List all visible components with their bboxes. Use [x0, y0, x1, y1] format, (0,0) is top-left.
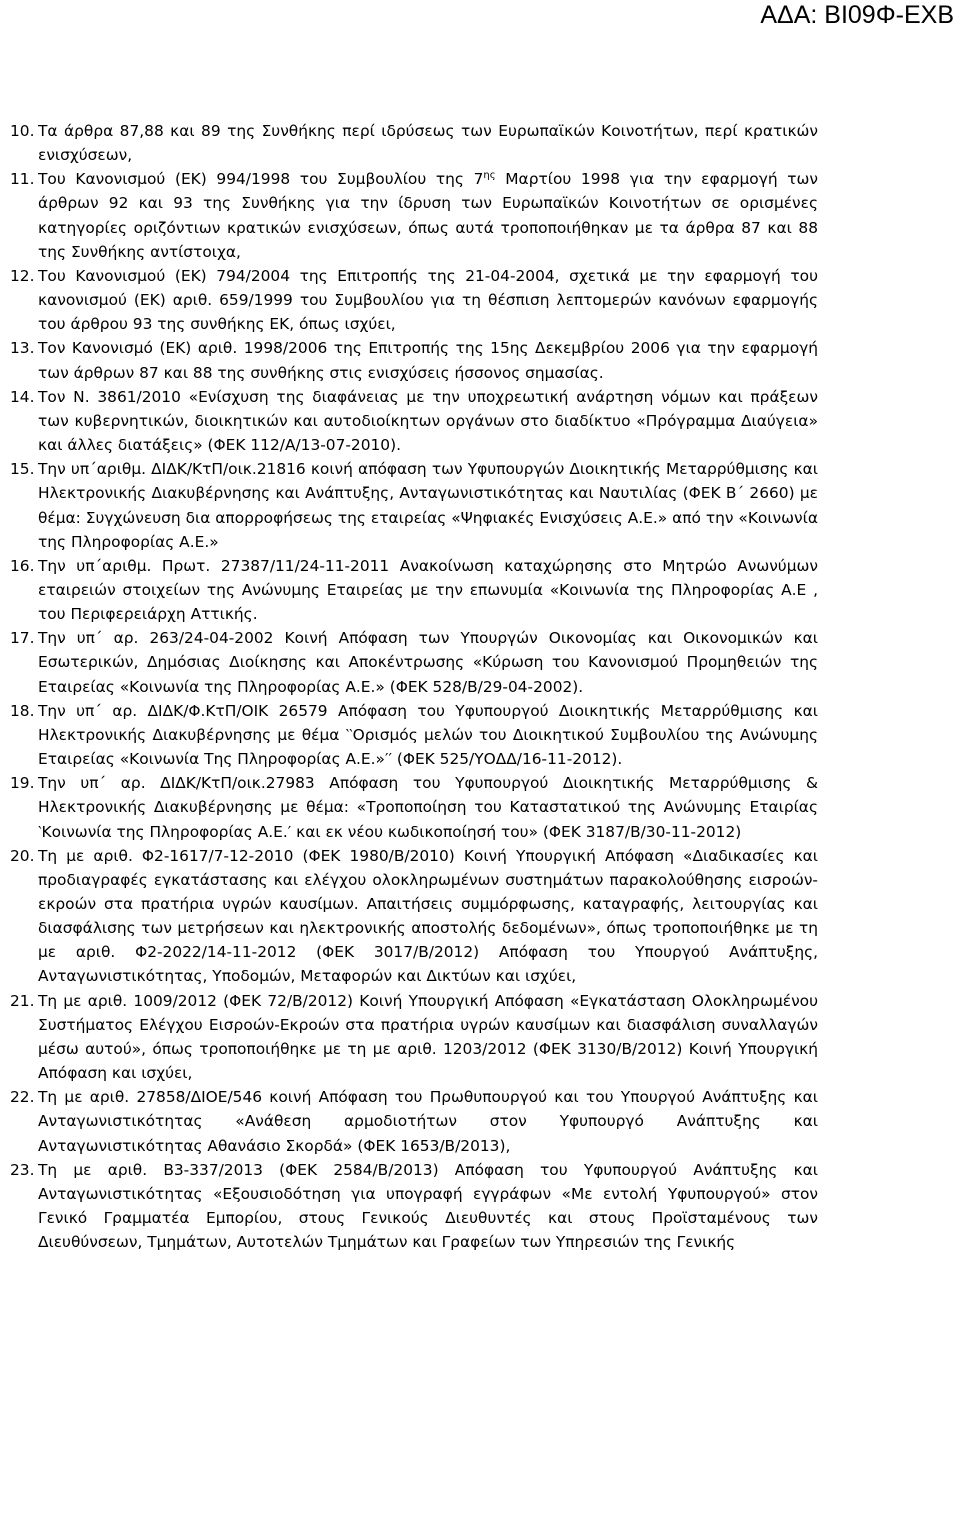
- item-number: 18.: [10, 701, 35, 720]
- item-text: Τη με αριθ. Β3-337/2013 (ΦΕΚ 2584/Β/2013) Απόφαση του Υφυπουργού Ανάπτυξης και Ανταγωνιστικότητας «Εξουσιοδότηση για υπογραφή εγγράφων «Με εντολή Υφυπουργού» στον Γενικό Γραμματέα Εμπορίου, στους Γενικούς Διευθυντές και στους Προϊσταμένους των Διευθύνσεων, Τμημάτων, Αυτοτελών Τμημάτων και Γραφείων των Υπηρεσιών της Γενικής: [38, 1160, 818, 1252]
- list-item: [0, 554, 818, 626]
- item-number: 11.: [10, 170, 35, 189]
- item-number: 23.: [10, 1160, 35, 1179]
- item-number: 16.: [10, 556, 35, 575]
- item-number: 10.: [10, 122, 35, 140]
- item-text: Τη με αριθ. 1009/2012 (ΦΕΚ 72/Β/2012) Κοινή Υπουργική Απόφαση «Εγκατάσταση Ολοκληρωμένου Συστήματος Ελέγχου Εισροών-Εκροών στα πρατήρια υγρών καυσίμων και διασφάλιση συναλλαγών μέσω αυτού», όπως τροποποιήθηκε με τη με αριθ. 1203/2012 (ΦΕΚ 3130/Β/2012) Κοινή Υπουργική Απόφαση και ισχύει,: [38, 991, 818, 1083]
- list-item: [0, 385, 818, 457]
- list-item: [0, 336, 818, 384]
- list-item: [0, 167, 818, 264]
- item-text: Τη με αριθ. Φ2-1617/7-12-2010 (ΦΕΚ 1980/Β/2010) Κοινή Υπουργική Απόφαση «Διαδικασίες και προδιαγραφές εγκατάστασης και ελέγχου ολοκληρωμένων συστημάτων παρακολούθησης εισροών-εκροών στα πρατήρια υγρών καυσίμων. Απαιτήσεις συμμόρφωσης, καταγραφής, λειτουργίας και διασφάλισης των μετρήσεων και ηλεκτρονικής αποστολής δεδομένων», όπως τροποποιήθηκε με τη με αριθ. Φ2-2022/14-11-2012 (ΦΕΚ 3017/Β/2012) Απόφαση του Υπουργού Ανάπτυξης, Ανταγωνιστικότητας, Υποδομών, Μεταφορών και Δικτύων και ισχύει,: [38, 846, 818, 986]
- item-number: 19.: [10, 774, 35, 793]
- item-number: 15.: [10, 460, 35, 479]
- list-item: [0, 844, 818, 989]
- item-text: Την υπ΄ αρ. ΔΙΔΚ/ΚτΠ/οικ.27983 Απόφαση του Υφυπουργού Διοικητικής Μεταρρύθμισης & Ηλεκτρονικής Διακυβέρνησης με θέμα: «Τροποποίηση του Καταστατικού της Ανώνυμης Εταιρίας ‵Κοινωνία της Πληροφορίας Α.Ε.′ και εκ νέου κωδικοποίησή του» (ΦΕΚ 3187/Β/30-11-2012): [38, 774, 818, 841]
- item-text: [38, 170, 818, 260]
- list-item: [0, 457, 818, 554]
- item-text: Τα άρθρα 87,88 και 89 της Συνθήκης περί ιδρύσεως των Ευρωπαϊκών Κοινοτήτων, περί κρατικών ενισχύσεων,: [38, 122, 818, 165]
- legal-references-list: [0, 119, 818, 1254]
- list-item: [0, 626, 818, 698]
- item-number: 13.: [10, 339, 35, 358]
- item-text: Την υπ΄ αρ. ΔΙΔΚ/Φ.ΚτΠ/ΟΙΚ 26579 Απόφαση του Υφυπουργού Διοικητικής Μεταρρύθμισης και Ηλεκτρονικής Διακυβέρνησης με θέμα ‵‵Ορισμός μελών του Διοικητικού Συμβουλίου της Ανώνυμης Εταιρείας «Κοινωνία Της Πληροφορίας Α.Ε.»′′ (ΦΕΚ 525/ΥΟΔΔ/16-11-2012).: [38, 701, 818, 769]
- list-item: [0, 989, 818, 1086]
- ada-code: ΑΔΑ: ΒΙ09Φ-ΕΧΒ: [760, 1, 954, 29]
- item-text: Τη με αριθ. 27858/ΔΙΟΕ/546 κοινή Απόφαση του Πρωθυπουργού και του Υπουργού Ανάπτυξης και Ανταγωνιστικότητας «Ανάθεση αρμοδιοτήτων στον Υφυπουργό Ανάπτυξης και Ανταγωνιστικότητας Αθανάσιο Σκορδά» (ΦΕΚ 1653/Β/2013),: [38, 1088, 818, 1155]
- item-text-part: Του Κανονισμού (ΕΚ) 994/1998 του Συμβουλίου της 7: [38, 170, 484, 189]
- item-text: Του Κανονισμού (ΕΚ) 794/2004 της Επιτροπής της 21-04-2004, σχετικά με την εφαρμογή του κανονισμού (ΕΚ) αριθ. 659/1999 του Συμβουλίου για τη θέσπιση λεπτομερών κανόνων εφαρμογής του άρθρου 93 της συνθήκης ΕΚ, όπως ισχύει,: [38, 266, 818, 334]
- list-item: [0, 119, 818, 167]
- item-number: 12.: [10, 266, 35, 285]
- list-item: [0, 1085, 818, 1157]
- item-number: 14.: [10, 387, 35, 406]
- ordinal-superscript: ης: [483, 170, 496, 182]
- item-number: 22.: [10, 1088, 35, 1107]
- item-text: Τον Κανονισμό (ΕΚ) αριθ. 1998/2006 της Επιτροπής της 15ης Δεκεμβρίου 2006 για την εφαρμογή των άρθρων 87 και 88 της συνθήκης στις ενισχύσεις ήσσονος σημασίας.: [38, 339, 818, 382]
- list-item: [0, 1158, 818, 1255]
- item-number: 21.: [10, 991, 35, 1010]
- item-number: 17.: [10, 629, 35, 648]
- item-number: 20.: [10, 846, 35, 865]
- list-item: [0, 771, 818, 843]
- item-text: Τον Ν. 3861/2010 «Ενίσχυση της διαφάνειας με την υποχρεωτική ανάρτηση νόμων και πράξεων των κυβερνητικών, διοικητικών και αυτοδιοίκητων οργάνων στο διαδίκτυο «Πρόγραμμα Διαύγεια» και άλλες διατάξεις» (ΦΕΚ 112/Α/13-07-2010).: [38, 387, 818, 455]
- item-text-part: Μαρτίου 1998 για την εφαρμογή των άρθρων 92 και 93 της Συνθήκης για την ίδρυση των Ευρωπαϊκών Κοινοτήτων σε ορισμένες κατηγορίες οριζόντιων κρατικών ενισχύσεων, όπως αυτά τροποποιήθηκαν με τα άρθρα 87 και 88 της Συνθήκης αντίστοιχα,: [38, 170, 818, 261]
- item-text: Την υπ΄ αρ. 263/24-04-2002 Κοινή Απόφαση των Υπουργών Οικονομίας και Οικονομικών και Εσωτερικών, Δημόσιας Διοίκησης και Αποκέντρωσης «Κύρωση του Κανονισμού Προμηθειών της Εταιρείας «Κοινωνία της Πληροφορίας Α.Ε.» (ΦΕΚ 528/Β/29-04-2002).: [38, 629, 818, 696]
- list-item: [0, 699, 818, 771]
- item-text: Την υπ΄αριθμ. Πρωτ. 27387/11/24-11-2011 Ανακοίνωση καταχώρησης στο Μητρώο Ανωνύμων εταιρειών στοιχείων της Ανώνυμης Εταιρείας με την επωνυμία «Κοινωνία της Πληροφορίας Α.Ε , του Περιφερειάρχη Αττικής.: [38, 556, 818, 624]
- item-text: Την υπ΄αριθμ. ΔΙΔΚ/ΚτΠ/οικ.21816 κοινή απόφαση των Υφυπουργών Διοικητικής Μεταρρύθμισης και Ηλεκτρονικής Διακυβέρνησης και Ανάπτυξης, Ανταγωνιστικότητας και Ναυτιλίας (ΦΕΚ Β΄ 2660) με θέμα: Συγχώνευση δια απορροφήσεως της εταιρείας «Ψηφιακές Ενισχύσεις Α.Ε.» από την «Κοινωνία της Πληροφορίας Α.Ε.»: [38, 460, 818, 551]
- list-item: [0, 264, 818, 336]
